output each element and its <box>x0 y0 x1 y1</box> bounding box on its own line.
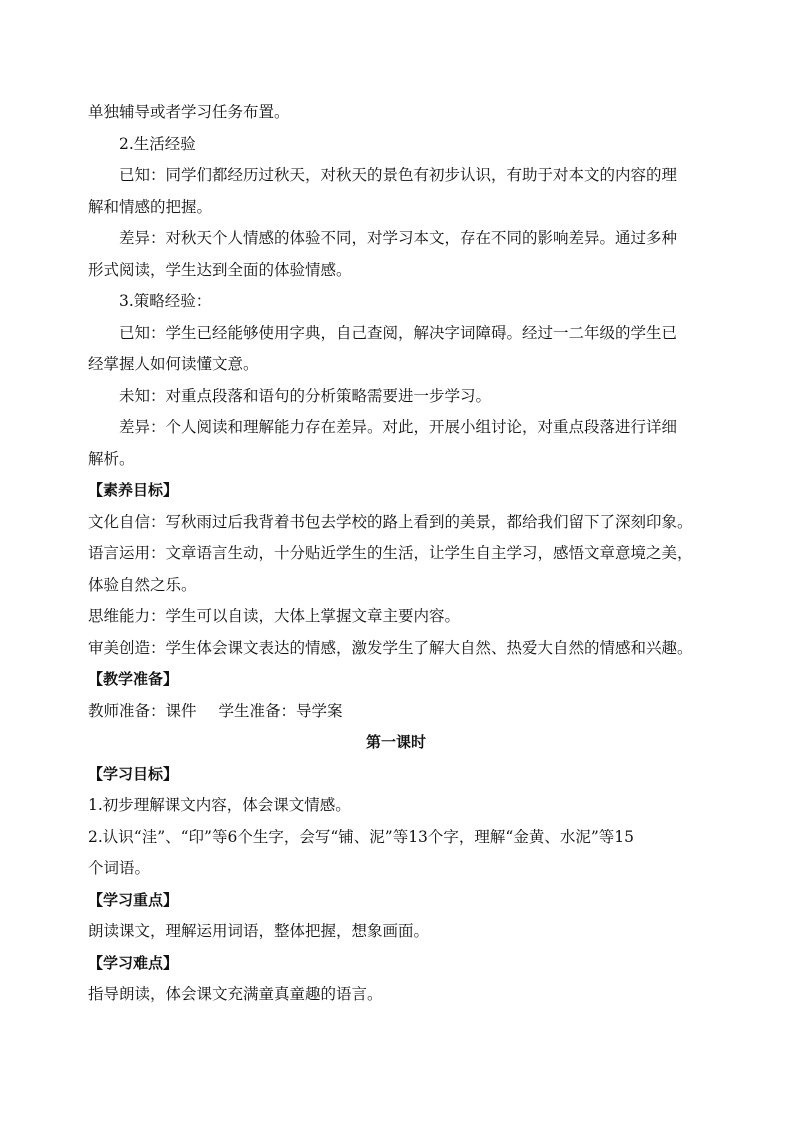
paragraph-line: 文化自信：写秋雨过后我背着书包去学校的路上看到的美景，都给我们留下了深刻印象。 <box>88 512 693 531</box>
paragraph-line: 已知：同学们都经历过秋天，对秋天的景色有初步认识，有助于对本文的内容的理 <box>119 166 678 184</box>
paragraph-line: 指导朗读，体会课文充满童真童趣的语言。 <box>88 985 383 1003</box>
paragraph-line: 差异：个人阅读和理解能力存在差异。对此，开展小组讨论，对重点段落进行详细 <box>119 418 678 436</box>
paragraph-line: 解析。 <box>88 449 135 468</box>
paragraph-line: 单独辅导或者学习任务布置。 <box>88 103 290 121</box>
paragraph-line: 经掌握人如何读懂文意。 <box>88 355 259 373</box>
section-label-life-experience: 2.生活经验 <box>119 134 196 153</box>
paragraph-line: 朗读课文，理解运用词语，整体把握，想象画面。 <box>88 922 430 940</box>
paragraph-line: 审美创造：学生体会课文表达的情感，激发学生了解大自然、热爱大自然的情感和兴趣。 <box>88 638 693 657</box>
heading-learning-focus: 【学习重点】 <box>88 890 179 909</box>
document-page <box>88 97 704 1011</box>
heading-learning-objectives: 【学习目标】 <box>88 764 179 783</box>
paragraph-line: 2.认识“洼”、“印”等6个生字，会写“铺、泥”等13个字，理解“金黄、水泥”等15 <box>88 827 634 846</box>
heading-learning-difficulty: 【学习难点】 <box>88 953 179 972</box>
paragraph-line: 体验自然之乐。 <box>88 575 197 594</box>
student-preparation: 学生准备：导学案 <box>218 701 343 720</box>
paragraph-line: 解和情感的把握。 <box>88 197 213 216</box>
paragraph-line: 已知：学生已经能够使用字典，自己查阅，解决字词障碍。经过一二年级的学生已 <box>119 323 678 342</box>
heading-teaching-preparation: 【教学准备】 <box>88 670 179 688</box>
paragraph-line: 未知：对重点段落和语句的分析策略需要进一步学习。 <box>119 386 492 405</box>
preparation-line <box>88 696 704 728</box>
paragraph-line: 1.初步理解课文内容，体会课文情感。 <box>88 796 351 814</box>
teacher-preparation: 教师准备：课件 <box>88 701 197 720</box>
paragraph-line: 思维能力：学生可以自读，大体上掌握文章主要内容。 <box>88 607 461 625</box>
paragraph-line: 差异：对秋天个人情感的体验不同，对学习本文，存在不同的影响差异。通过多种 <box>119 229 678 247</box>
paragraph-line: 个词语。 <box>88 859 151 877</box>
paragraph-line: 形式阅读，学生达到全面的体验情感。 <box>88 260 352 279</box>
lesson-title: 第一课时 <box>365 733 426 751</box>
section-label-strategy-experience: 3.策略经验： <box>119 292 212 310</box>
heading-literacy-goals: 【素养目标】 <box>88 481 179 499</box>
paragraph-line: 语言运用：文章语言生动，十分贴近学生的生活，让学生自主学习，感悟文章意境之美， <box>88 544 693 562</box>
